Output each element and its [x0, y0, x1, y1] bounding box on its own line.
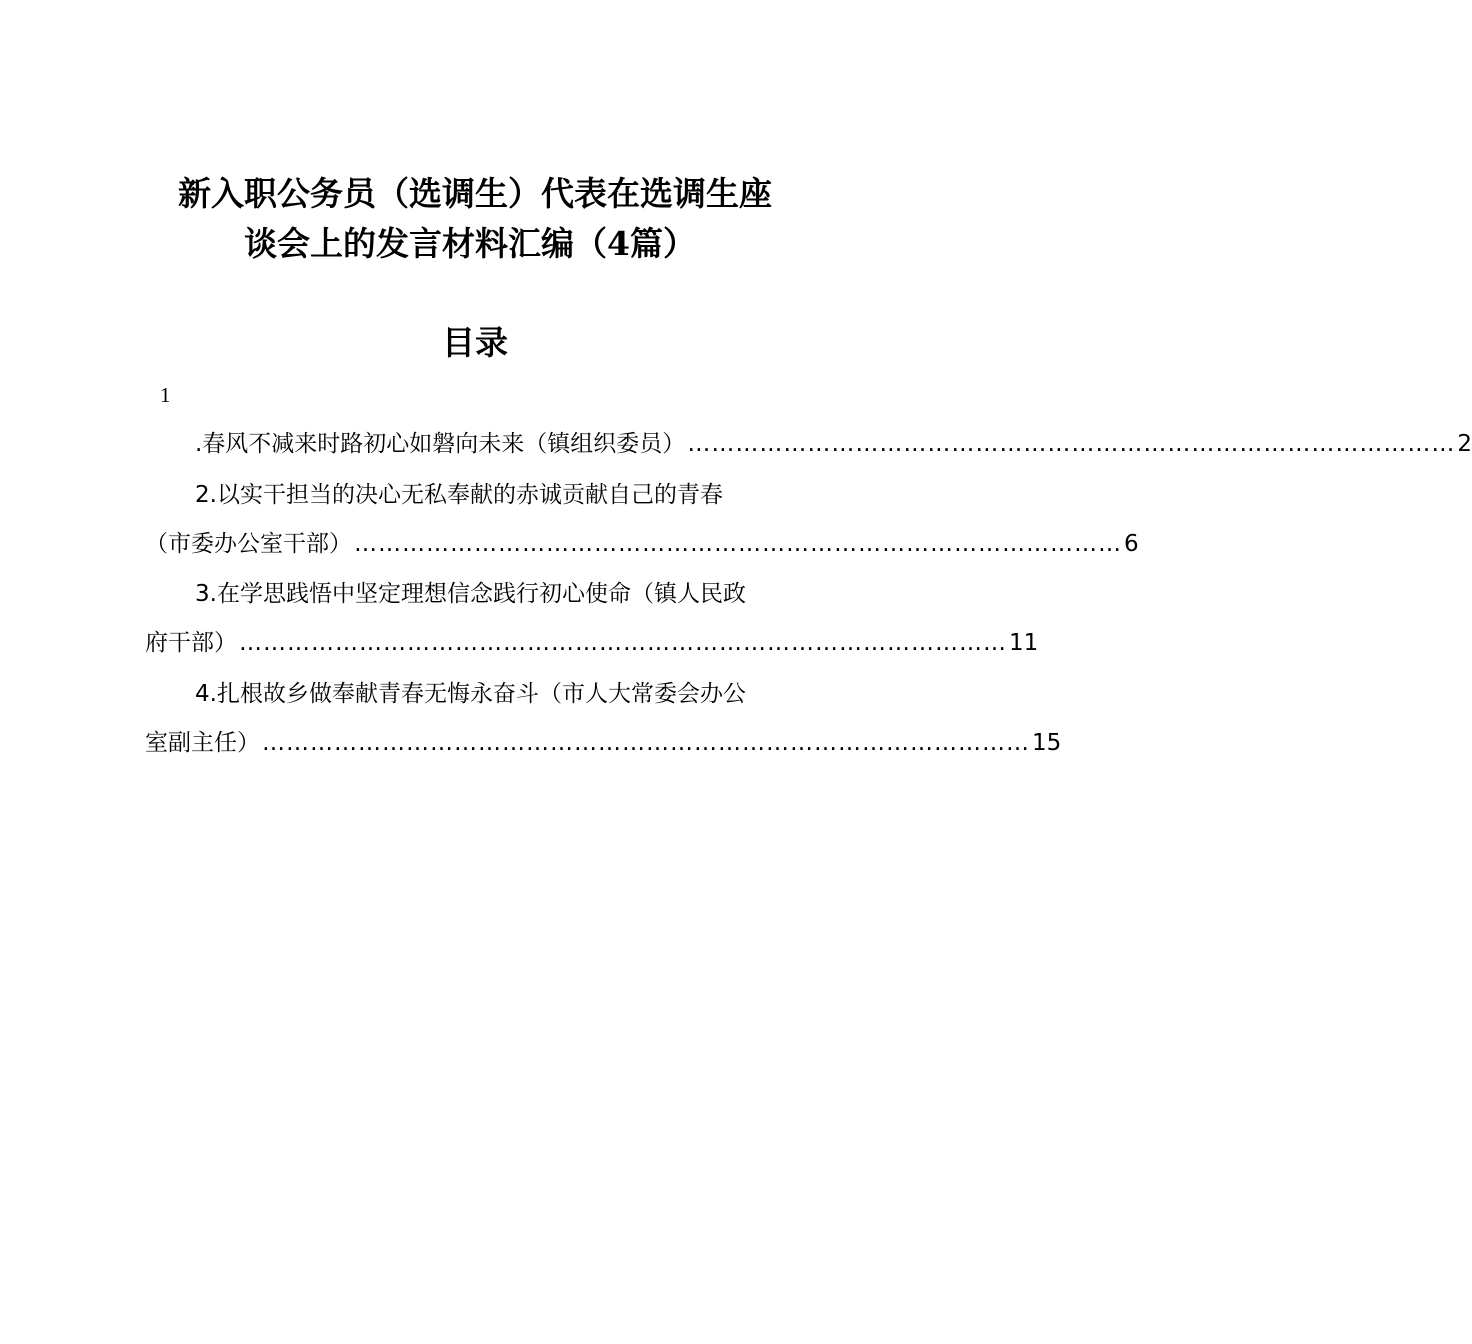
stray-number: 1 — [160, 383, 171, 407]
toc-entry-4[interactable] — [145, 674, 805, 714]
toc-entry-4-page: 15 — [1032, 730, 1062, 756]
toc-entry-3-title-line-1: 3.在学思践悟中坚定理想信念践行初心使命（镇人民政 — [195, 581, 746, 607]
toc-entry-4-continuation[interactable] — [145, 723, 1062, 763]
toc-entry-3-title-line-2: 府干部） — [145, 630, 237, 656]
toc-entry-4-title-line-1: 4.扎根故乡做奉献青春无悔永奋斗（市人大常委会办公 — [195, 681, 746, 707]
toc-entry-3-page: 11 — [1009, 630, 1039, 656]
toc-entry-2-title-line-1: 2.以实干担当的决心无私奉献的赤诚贡献自己的青春 — [195, 482, 723, 508]
toc-leader-dots: …………………………………………………………………………………… — [239, 630, 1007, 656]
toc-leader-dots: …………………………………………………………………………………… — [262, 730, 1030, 756]
toc-heading: 目录 — [442, 323, 508, 362]
document-title-line-1: 新入职公务员（选调生）代表在选调生座 — [178, 174, 772, 213]
toc-leader-dots: …………………………………………………………………………………… — [687, 431, 1456, 457]
document-title-line-2: 谈会上的发言材料汇编（4篇） — [244, 224, 696, 263]
toc-entry-1-page: 2 — [1457, 431, 1472, 457]
toc-entry-3[interactable] — [145, 574, 805, 614]
toc-entry-2[interactable] — [145, 475, 805, 515]
toc-entry-4-title-line-2: 室副主任） — [145, 730, 260, 756]
toc-leader-dots: …………………………………………………………………………………… — [354, 531, 1122, 557]
toc-entry-2-page: 6 — [1124, 531, 1139, 557]
toc-entry-2-title-line-2: （市委办公室干部） — [145, 531, 352, 557]
toc-entry-1[interactable] — [145, 424, 1472, 464]
toc-entry-3-continuation[interactable] — [145, 623, 1039, 663]
toc-entry-2-continuation[interactable] — [145, 524, 1139, 564]
toc-entry-1-title: .春风不减来时路初心如磐向未来（镇组织委员） — [195, 431, 686, 457]
